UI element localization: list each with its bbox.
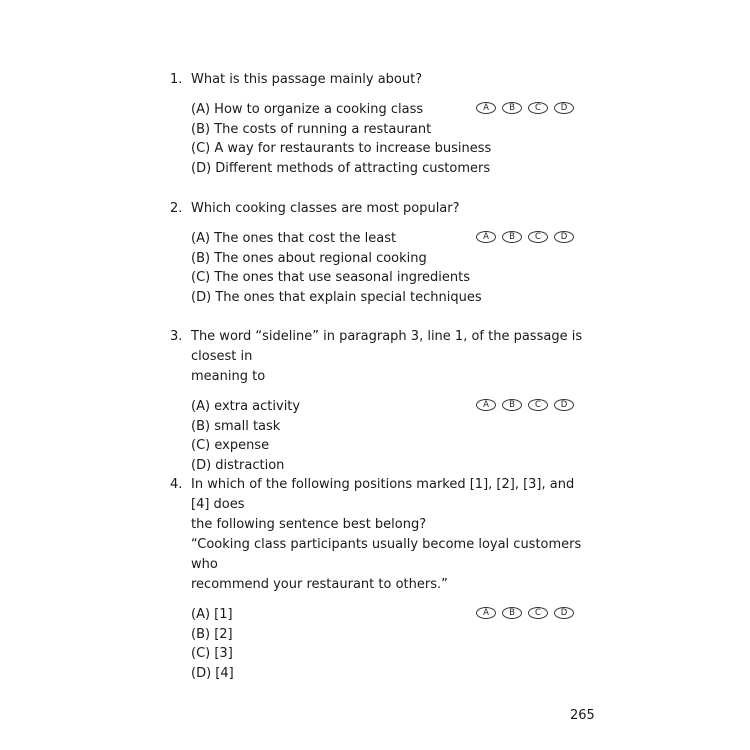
bubble-b[interactable]: B — [502, 231, 522, 243]
option-d: (D) The ones that explain special techniques — [191, 289, 482, 305]
bubble-d[interactable]: D — [554, 607, 574, 619]
page-number: 265 — [570, 708, 595, 723]
answer-bubbles — [476, 607, 574, 619]
option-b: (B) [2] — [191, 626, 233, 642]
question-stem — [170, 327, 590, 387]
answer-bubbles — [476, 102, 574, 114]
question-number: 1. — [170, 72, 183, 87]
option-d: (D) Different methods of attracting customers — [191, 160, 491, 176]
option-a: (A) The ones that cost the least — [191, 231, 397, 246]
stem-line: recommend your restaurant to others.” — [191, 577, 448, 592]
question-4 — [170, 475, 590, 683]
stem-line: the following sentence best belong? — [191, 517, 427, 532]
bubble-c[interactable]: C — [528, 231, 548, 243]
stem-line: meaning to — [191, 369, 266, 384]
bubble-d[interactable]: D — [554, 399, 574, 411]
question-1 — [170, 70, 590, 178]
option-d: (D) [4] — [191, 665, 234, 681]
option-a: (A) How to organize a cooking class — [191, 102, 424, 117]
option-c: (C) A way for restaurants to increase business — [191, 141, 492, 157]
answer-bubbles — [476, 231, 574, 243]
question-number: 4. — [170, 477, 183, 492]
answer-options — [170, 100, 590, 178]
option-b: (B) small task — [191, 418, 281, 434]
stem-line: In which of the following positions marked [1], [2], [3], and [4] does — [191, 477, 575, 512]
bubble-d[interactable]: D — [554, 231, 574, 243]
bubble-a[interactable]: A — [476, 607, 496, 619]
bubble-b[interactable]: B — [502, 399, 522, 411]
bubble-a[interactable]: A — [476, 102, 496, 114]
answer-options — [170, 229, 590, 307]
stem-line: Which cooking classes are most popular? — [191, 201, 460, 216]
option-c: (C) expense — [191, 438, 270, 454]
question-2 — [170, 199, 590, 307]
option-c: (C) The ones that use seasonal ingredients — [191, 270, 470, 286]
bubble-a[interactable]: A — [476, 399, 496, 411]
option-b: (B) The ones about regional cooking — [191, 250, 427, 266]
bubble-b[interactable]: B — [502, 102, 522, 114]
option-c: (C) [3] — [191, 646, 233, 662]
option-d: (D) distraction — [191, 457, 285, 473]
stem-line: The word “sideline” in paragraph 3, line 1, of the passage is closest in — [191, 329, 583, 364]
question-stem — [170, 475, 590, 595]
option-a: (A) [1] — [191, 607, 233, 622]
option-a: (A) extra activity — [191, 399, 301, 414]
bubble-c[interactable]: C — [528, 399, 548, 411]
answer-options — [170, 605, 590, 683]
bubble-a[interactable]: A — [476, 231, 496, 243]
question-stem — [170, 70, 590, 90]
question-stem — [170, 199, 590, 219]
option-b: (B) The costs of running a restaurant — [191, 121, 432, 137]
answer-options — [170, 397, 590, 475]
bubble-c[interactable]: C — [528, 607, 548, 619]
question-number: 2. — [170, 201, 183, 216]
answer-bubbles — [476, 399, 574, 411]
bubble-d[interactable]: D — [554, 102, 574, 114]
stem-line: “Cooking class participants usually become loyal customers who — [191, 537, 582, 572]
bubble-c[interactable]: C — [528, 102, 548, 114]
stem-line: What is this passage mainly about? — [191, 72, 423, 87]
question-3 — [170, 327, 590, 475]
bubble-b[interactable]: B — [502, 607, 522, 619]
question-number: 3. — [170, 329, 183, 344]
